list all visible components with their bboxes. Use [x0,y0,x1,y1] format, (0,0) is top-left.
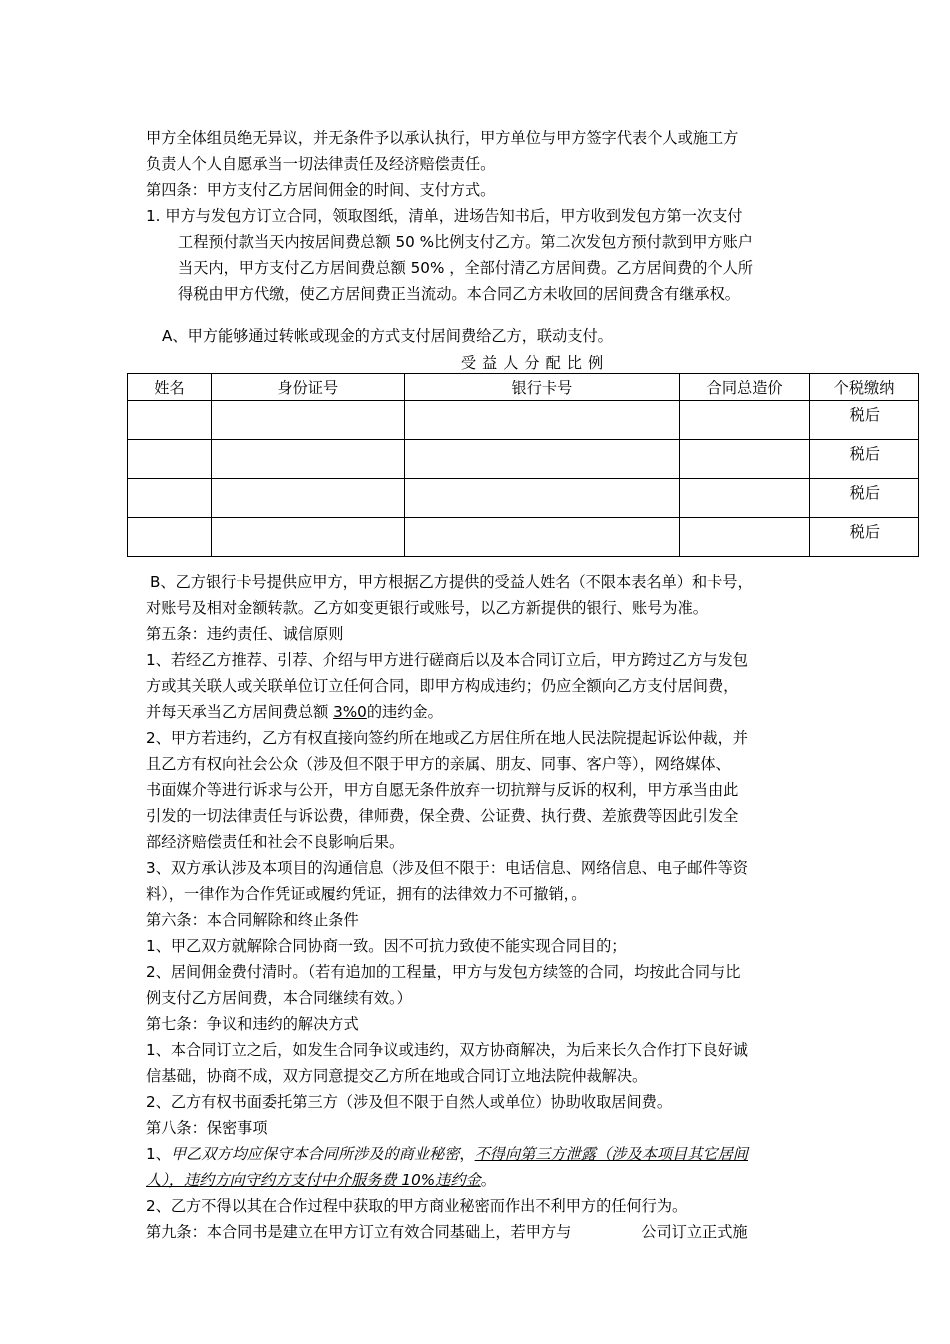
cell-contract-total [680,401,810,440]
text-line [146,702,443,722]
table-row [128,518,919,557]
cell-id-number [211,440,404,479]
cell-name [128,401,212,440]
text-line: 1、若经乙方推荐、引荐、介绍与甲方进行磋商后以及本合同订立后，甲方跨过乙方与发包 [146,651,748,669]
header-name: 姓名 [128,374,212,401]
cell-contract-total [680,518,810,557]
text-line: A、甲方能够通过转帐或现金的方式支付居间费给乙方，联动支付。 [162,327,613,345]
text-fragment: 公司订立正式施 [641,1223,748,1241]
text-line: 1. 甲方与发包方订立合同，领取图纸，清单，进场告知书后，甲方收到发包方第一次支付 [146,207,743,225]
text-fragment: 第九条：本合同书是建立在甲方订立有效合同基础上，若甲方与 [146,1223,572,1241]
confidentiality-clause-underlined: 不得向第三方泄露（涉及本项目其它居间 [474,1145,748,1163]
text-fragment: 并每天承当乙方居间费总额 [146,703,334,721]
text-line: 3、双方承认涉及本项目的沟通信息（涉及但不限于：电话信息、网络信息、电子邮件等资 [146,859,748,877]
text-line: 部经济赔偿责任和社会不良影响后果。 [146,833,405,851]
cell-name [128,479,212,518]
text-line: 负责人个人自愿承当一切法律责任及经济赔偿责任。 [146,155,496,173]
text-line: 甲方全体组员绝无异议，并无条件予以承认执行，甲方单位与甲方签字代表个人或施工方 [146,129,739,147]
article-4-heading: 第四条：甲方支付乙方居间佣金的时间、支付方式。 [146,181,496,199]
cell-name [128,440,212,479]
cell-tax: 税后 [810,479,919,518]
text-line: 对账号及相对金额转款。乙方如变更银行或账号，以乙方新提供的银行、账号为准。 [146,599,708,617]
article-9-line [146,1222,748,1242]
header-contract-total: 合同总造价 [680,374,810,401]
table-row [128,479,919,518]
cell-tax: 税后 [810,440,919,479]
text-fragment: ， [459,1145,475,1163]
article-7-heading: 第七条：争议和违约的解决方式 [146,1015,359,1033]
cell-bank-card [404,440,680,479]
header-tax: 个税缴纳 [810,374,919,401]
text-line: 信基础，协商不成，双方同意提交乙方所在地或合同订立地法院仲裁解决。 [146,1067,648,1085]
penalty-rate: 3%0 [333,703,367,721]
table-row [128,440,919,479]
article-8-heading: 第八条：保密事项 [146,1119,268,1137]
penalty-clause-underlined: 人），违约方向守约方支付中介服务费 10%违约金 [146,1171,481,1189]
text-fragment: 。 [480,1171,496,1189]
text-line: 书面媒介等进行诉求与公开，甲方自愿无条件放弃一切抗辩与反诉的权利，甲方承当由此 [146,781,739,799]
cell-id-number [211,518,404,557]
text-line [146,1170,496,1190]
article-6-heading: 第六条：本合同解除和终止条件 [146,911,359,929]
cell-contract-total [680,440,810,479]
cell-bank-card [404,401,680,440]
cell-bank-card [404,518,680,557]
cell-contract-total [680,479,810,518]
text-line: 得税由甲方代缴，使乙方居间费正当流动。本合同乙方未收回的居间费含有继承权。 [178,285,740,303]
header-bank-card: 银行卡号 [404,374,680,401]
text-line: 1、甲乙双方就解除合同协商一致。因不可抗力致使不能实现合同目的； [146,937,627,955]
cell-name [128,518,212,557]
text-line: 且乙方有权向社会公众（涉及但不限于甲方的亲属、朋友、同事、客户等），网络媒体、 [146,755,731,773]
article-5-heading: 第五条：违约责任、诚信原则 [146,625,344,643]
table-caption: 受益人分配比例 [460,354,610,372]
text-line: 2、居间佣金费付清时。（若有追加的工程量，甲方与发包方续签的合同，均按此合同与比 [146,963,741,981]
cell-id-number [211,401,404,440]
text-line: 引发的一切法律责任与诉讼费，律师费，保全费、公证费、执行费、差旅费等因此引发全 [146,807,739,825]
text-line: B、乙方银行卡号提供应甲方，甲方根据乙方提供的受益人姓名（不限本表名单）和卡号， [150,573,753,591]
text-line: 工程预付款当天内按居间费总额 50 %比例支付乙方。第二次发包方预付款到甲方账户 [178,233,753,251]
text-fragment: 的违约金。 [366,703,443,721]
cell-tax: 税后 [810,518,919,557]
confidentiality-clause: 甲乙双方均应保守本合同所涉及的商业秘密 [170,1145,460,1163]
cell-tax: 税后 [810,401,919,440]
text-line: 2、乙方不得以其在合作过程中获取的甲方商业秘密而作出不利甲方的任何行为。 [146,1197,688,1215]
table-row [128,401,919,440]
text-line: 2、乙方有权书面委托第三方（涉及但不限于自然人或单位）协助收取居间费。 [146,1093,673,1111]
text-fragment: 1、 [146,1145,171,1163]
text-line: 当天内，甲方支付乙方居间费总额 50% ，全部付清乙方居间费。乙方居间费的个人所 [178,259,753,277]
cell-bank-card [404,479,680,518]
text-line: 方或其关联人或关联单位订立任何合同，即甲方构成违约；仍应全额向乙方支付居间费， [146,677,739,695]
cell-id-number [211,479,404,518]
table-header-row [128,374,919,401]
header-id-number: 身份证号 [211,374,404,401]
beneficiary-table [127,373,919,557]
text-line: 例支付乙方居间费，本合同继续有效。） [146,989,412,1007]
text-line [146,1144,748,1164]
text-line: 2、甲方若违约，乙方有权直接向签约所在地或乙方居住所在地人民法院提起诉讼仲裁，并 [146,729,748,747]
text-line: 料），一律作为合作凭证或履约凭证，拥有的法律效力不可撤销，。 [146,885,587,903]
text-line: 1、本合同订立之后，如发生合同争议或违约，双方协商解决，为后来长久合作打下良好诚 [146,1041,748,1059]
